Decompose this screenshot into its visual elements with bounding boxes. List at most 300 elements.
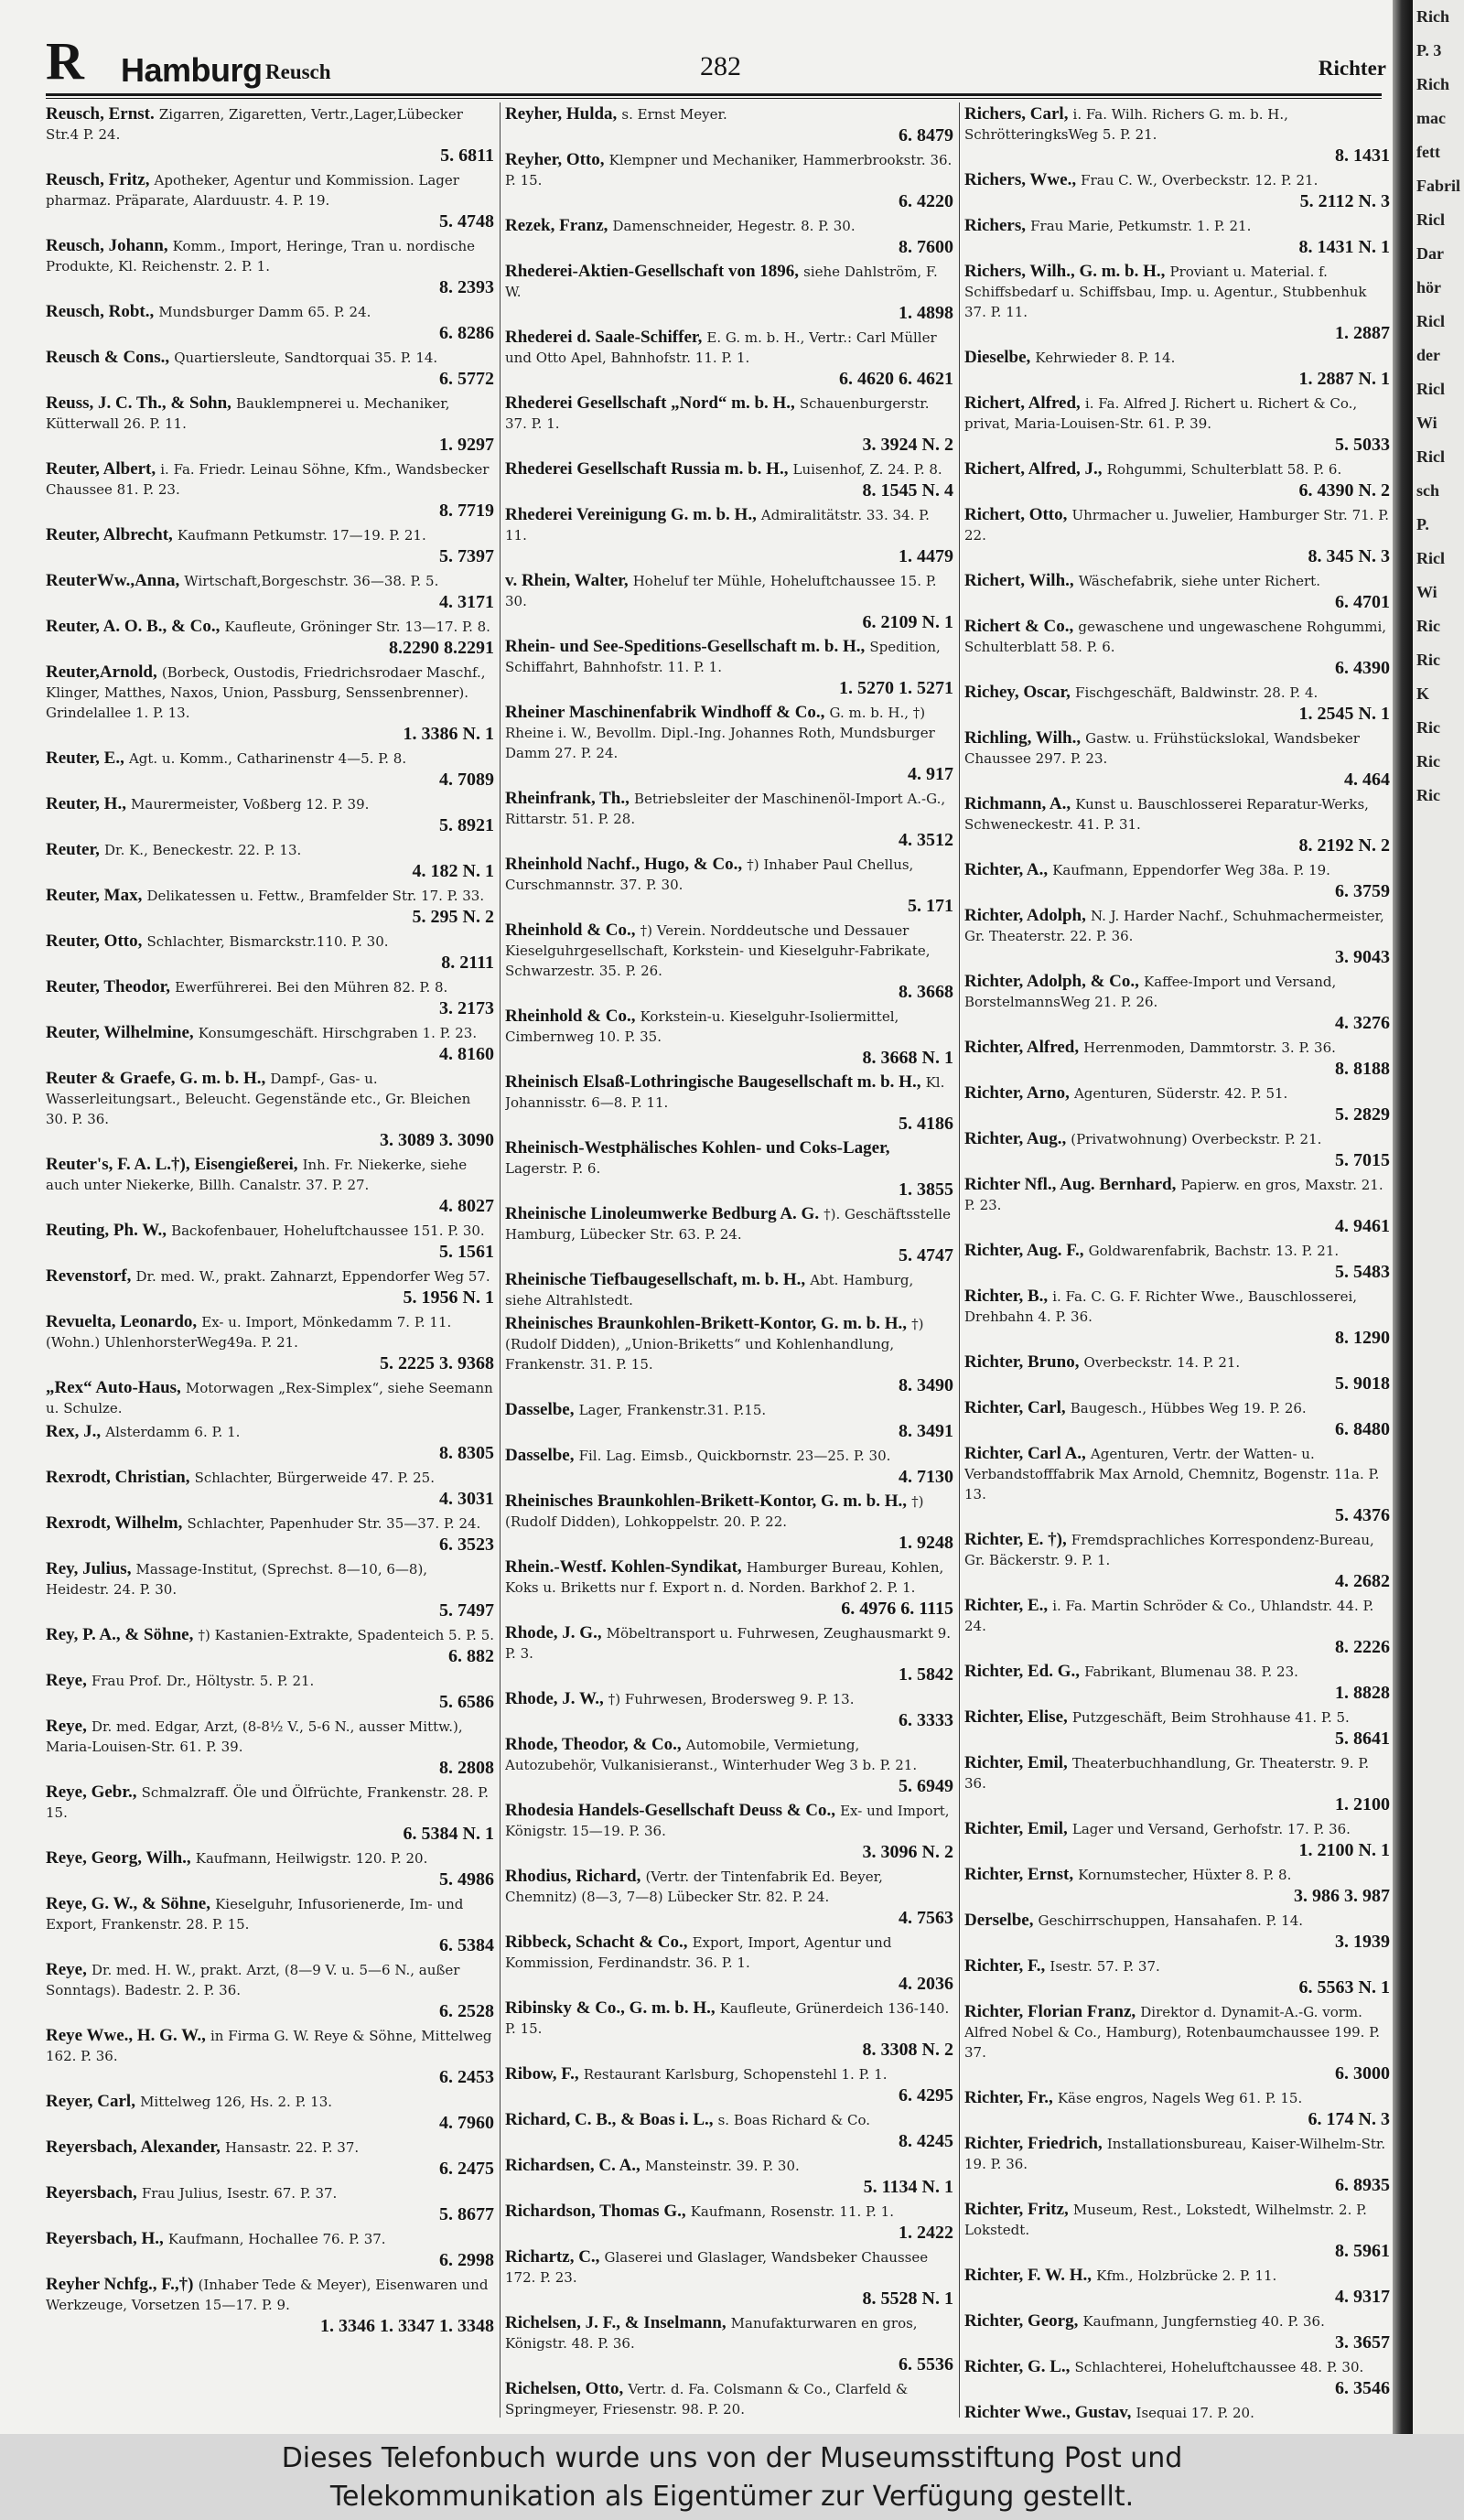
entry-phone-number: 6. 8935 (1335, 2175, 1390, 2195)
directory-entry (964, 1083, 1390, 1125)
entry-phone-number: 4. 7130 (899, 1467, 953, 1487)
directory-entry (46, 1960, 494, 2022)
entry-description: Schlachter, Papenhuder Str. 35—37. P. 24. (187, 1515, 481, 1532)
entry-phone-number: 4. 7563 (899, 1908, 953, 1928)
entry-description: Admiralitätstr. 33. 34. P. 11. (505, 507, 930, 544)
entry-name: Richey, Oscar, (964, 683, 1071, 702)
entry-name: Richert, Alfred, (964, 393, 1081, 413)
entry-name: Richert, Alfred, J., (964, 459, 1103, 479)
directory-entry (964, 1287, 1390, 1349)
entry-phone-number: 8. 7719 (439, 501, 494, 521)
directory-entry (964, 1038, 1390, 1080)
entry-description: Kl. Johannisstr. 6—8. P. 11. (505, 1074, 945, 1111)
entry-phone-number: 6. 2528 (439, 2001, 494, 2021)
entry-name: Reuter, Albrecht, (46, 525, 173, 544)
entry-description: Schlachter, Bürgerweide 47. P. 25. (194, 1470, 435, 1486)
directory-entry (46, 932, 494, 974)
entry-name: Reusch, Robt., (46, 302, 155, 321)
directory-entry (964, 571, 1390, 613)
directory-entry (46, 1023, 494, 1065)
entry-phone-number: 3. 2173 (439, 998, 494, 1018)
entry-description: Käse engros, Nagels Weg 61. P. 15. (1057, 2090, 1303, 2106)
entry-name: v. Rhein, Walter, (505, 571, 629, 590)
entry-phone-number: 1. 2100 (1335, 1794, 1390, 1815)
entry-phone-number: 5. 8641 (1335, 1728, 1390, 1749)
entry-name: Reyher Nchfg., F.,†) (46, 2275, 194, 2294)
entry-phone-number: 6. 3523 (439, 1535, 494, 1555)
entry-description: Automobile, Vermietung, Autozubehör, Vulkanisieranst., Winterhuder Weg 3 b. P. 21. (505, 1737, 918, 1773)
entry-phone-number: 4. 9317 (1335, 2287, 1390, 2307)
entry-name: Richert, Wilh., (964, 571, 1074, 590)
entry-phone-number: 1. 2887 (1335, 323, 1390, 343)
last-entry-name: Richter (1318, 57, 1386, 80)
entry-description: Rohgummi, Schulterblatt 58. P. 6. (1106, 461, 1342, 478)
entry-name: Rhederei Vereinigung G. m. b. H., (505, 505, 757, 524)
entry-description: s. Ernst Meyer. (621, 106, 727, 123)
entry-name: Rhederei Gesellschaft Russia m. b. H., (505, 459, 789, 479)
entry-name: Richter, Adolph, (964, 906, 1086, 925)
entry-phone-number: 4. 7089 (439, 770, 494, 790)
entry-description: Manufakturwaren en gros, Königstr. 48. P. 36. (505, 2315, 918, 2352)
column-divider (959, 102, 960, 2418)
entry-name: Reuter, H., (46, 794, 126, 813)
entry-description: Theaterbuchhandlung, Gr. Theaterstr. 9. P. 36. (964, 1755, 1370, 1792)
directory-entry (964, 1662, 1390, 1704)
entry-description: Frau Julius, Isestr. 67. P. 37. (141, 2185, 338, 2202)
directory-entry (964, 216, 1390, 258)
directory-entry (46, 1559, 494, 1621)
entry-phone-number: 6. 2475 (439, 2159, 494, 2179)
directory-entry (46, 170, 494, 232)
entry-phone-number: 3. 9043 (1335, 947, 1390, 967)
entry-phone-number: 6. 4390 (1335, 658, 1390, 678)
entry-name: Richers, Carl, (964, 104, 1069, 124)
directory-entry (505, 104, 953, 146)
entry-description: Maurermeister, Voßberg 12. P. 39. (131, 796, 370, 813)
entry-description: Direktor d. Dynamit-A.-G. vorm. Alfred Nobel & Co., Hamburg), Rotenbaumchaussee 199. P. 37. (964, 2004, 1381, 2061)
entry-description: i. Fa. Alfred J. Richert u. Richert & Co., privat, Maria-Louisen-Str. 61. P. 39. (964, 395, 1358, 432)
directory-entry (46, 348, 494, 390)
entry-description: Kfm., Holzbrücke 2. P. 11. (1096, 2267, 1277, 2284)
entry-description: †) (Rudolf Didden), „Union-Briketts“ und Kohlenhandlung, Frankenstr. 31. P. 15. (505, 1316, 924, 1373)
directory-entry (505, 1270, 953, 1310)
adjacent-page-fragment: Ric (1416, 752, 1440, 770)
entry-description: Mansteinstr. 39. P. 30. (644, 2158, 800, 2174)
directory-entry (964, 2200, 1390, 2262)
directory-entry (964, 972, 1390, 1034)
entry-description: Backofenbauer, Hoheluftchaussee 151. P. 30. (171, 1222, 485, 1239)
entry-phone-number: 5. 2225 3. 9368 (380, 1353, 494, 1373)
entry-phone-number: 4. 8027 (439, 1196, 494, 1216)
directory-entry (964, 1129, 1390, 1171)
entry-phone-number: 5. 4186 (899, 1114, 953, 1134)
entry-phone-number: 5. 4747 (899, 1245, 953, 1265)
entry-description: †). Geschäftsstelle Hamburg, Lübecker Str. 63. P. 24. (505, 1206, 951, 1243)
entry-name: Revuelta, Leonardo, (46, 1312, 198, 1331)
entry-name: Reuter, (46, 840, 100, 859)
entry-phone-number: 8. 3668 N. 1 (862, 1048, 953, 1068)
entry-description: Schlachterei, Hoheluftchaussee 48. P. 30. (1074, 2359, 1364, 2375)
adjacent-page-fragment: Ricl (1416, 210, 1445, 229)
directory-entry (505, 1623, 953, 1685)
entry-phone-number: 5. 6949 (899, 1776, 953, 1796)
directory-entry (964, 906, 1390, 968)
entry-description: Fabrikant, Blumenau 38. P. 23. (1084, 1664, 1298, 1680)
directory-entry (964, 348, 1390, 390)
directory-entry (964, 617, 1390, 679)
entry-phone-number: 5. 7397 (439, 546, 494, 566)
entry-description: Klempner und Mechaniker, Hammerbrookstr. 36. P. 15. (505, 152, 953, 188)
directory-entry (46, 1513, 494, 1556)
entry-phone-number: 4. 464 (1344, 770, 1390, 790)
directory-entry (964, 728, 1390, 791)
entry-name: Rhederei d. Saale-Schiffer, (505, 328, 703, 347)
directory-entry (46, 302, 494, 344)
directory-entry (505, 1492, 953, 1554)
entry-description: Zigarren, Zigaretten, Vertr.,Lager,Lübecker Str.4 P. 24. (46, 106, 463, 143)
entry-name: Reyer, Carl, (46, 2092, 135, 2111)
entry-description: Kaufmann, Heilwigstr. 120. P. 20. (195, 1850, 428, 1867)
directory-entry (505, 505, 953, 567)
entry-name: Richmann, A., (964, 794, 1071, 813)
entry-name: Rexrodt, Christian, (46, 1468, 190, 1487)
entry-phone-number: 5. 4986 (439, 1869, 494, 1890)
entry-phone-number: 5. 9018 (1335, 1373, 1390, 1394)
entry-phone-number: 5. 7497 (439, 1600, 494, 1621)
directory-entry (46, 1625, 494, 1667)
entry-name: Reuter, Albert, (46, 459, 156, 479)
entry-name: Richers, Wwe., (964, 170, 1077, 189)
entry-name: Reuter & Graefe, G. m. b. H., (46, 1069, 266, 1088)
entry-description: Dampf-, Gas- u. Wasserleitungsart., Beleucht. Gegenstände etc., Gr. Bleichen 30. P. 36. (46, 1071, 471, 1127)
entry-phone-number: 8. 8188 (1335, 1059, 1390, 1079)
entry-phone-number: 6. 4390 N. 2 (1298, 480, 1390, 501)
adjacent-page-fragment: K (1416, 684, 1430, 703)
adjacent-page-fragment: Rich (1416, 7, 1449, 26)
entry-description: (Vertr. der Tintenfabrik Ed. Beyer, Chemnitz) (8—3, 7—8) Lübecker Str. 82. P. 24. (505, 1868, 883, 1905)
directory-entry (964, 1865, 1390, 1907)
entry-name: Reyher, Otto, (505, 150, 605, 169)
entry-description: Hamburger Bureau, Kohlen, Koks u. Briketts nur f. Export n. d. Norden. Barkhof 2. P. 1. (505, 1559, 944, 1596)
column-divider (500, 102, 501, 2418)
entry-description: Baugesch., Hübbes Weg 19. P. 26. (1070, 1400, 1307, 1416)
entry-phone-number: 6. 8480 (1335, 1419, 1390, 1439)
adjacent-page-fragment: Ric (1416, 718, 1440, 737)
entry-name: Richter, Friedrich, (964, 2134, 1103, 2153)
page-header (46, 31, 1386, 92)
entry-name: „Rex“ Auto-Haus, (46, 1378, 181, 1397)
entry-phone-number: 8. 2226 (1335, 1637, 1390, 1657)
entry-phone-number: 6. 5536 (899, 2354, 953, 2375)
directory-entry (964, 1444, 1390, 1526)
entry-description: Isequai 17. P. 20. (1136, 2405, 1254, 2419)
entry-description: Installationsbureau, Kaiser-Wilhelm-Str. 19. P. 36. (964, 2136, 1386, 2172)
entry-description: Komm., Import, Heringe, Tran u. nordische Produkte, Kl. Reichenstr. 2. P. 1. (46, 238, 476, 275)
entry-description: †) Inhaber Paul Chellus, Curschmannstr. 37. P. 30. (505, 856, 914, 893)
entry-description: Damenschneider, Hegestr. 8. P. 30. (612, 218, 856, 234)
directory-entry (46, 1312, 494, 1374)
city-name: Hamburg (121, 51, 263, 89)
entry-name: Reyher, Hulda, (505, 104, 618, 124)
directory-entry (964, 2088, 1390, 2130)
entry-phone-number: 6. 3546 (1335, 2378, 1390, 2398)
entry-phone-number: 6. 4701 (1335, 592, 1390, 612)
directory-entry (505, 2379, 953, 2419)
directory-entry (46, 617, 494, 659)
adjacent-page-edge (1413, 0, 1464, 2434)
entry-description: †) Verein. Norddeutsche und Dessauer Kieselguhrgesellschaft, Korkstein- und Kieselguhr-Fabrikate, Schwarzestr. 35. P. 26. (505, 922, 931, 979)
entry-name: Reye, (46, 1960, 87, 1979)
entry-description: Putzgeschäft, Beim Strohhause 41. P. 5. (1071, 1709, 1350, 1726)
entry-name: Reuting, Ph. W., (46, 1221, 167, 1240)
directory-entry (46, 2138, 494, 2180)
directory-entry (505, 1204, 953, 1266)
entry-description: Isestr. 57. P. 37. (1050, 1958, 1160, 1975)
entry-phone-number: 1. 2887 N. 1 (1298, 369, 1390, 389)
entry-name: Richter, Emil, (964, 1753, 1068, 1772)
directory-entry (964, 1241, 1390, 1283)
directory-entry (964, 104, 1390, 167)
entry-description: Kaufmann, Eppendorfer Weg 38a. P. 19. (1052, 862, 1330, 878)
entry-name: Reuter, Wilhelmine, (46, 1023, 194, 1042)
entry-phone-number: 6. 4220 (899, 191, 953, 211)
entry-phone-number: 5. 6586 (439, 1692, 494, 1712)
entry-description: in Firma G. W. Reye & Söhne, Mittelweg 162. P. 36. (46, 2028, 492, 2064)
entry-phone-number: 8. 3491 (899, 1421, 953, 1441)
entry-name: Reuter, E., (46, 748, 124, 768)
directory-entry (505, 571, 953, 633)
adjacent-page-fragment: hör (1416, 278, 1441, 296)
header-rule (46, 93, 1382, 99)
entry-description: Kaufmann, Hochallee 76. P. 37. (167, 2231, 386, 2247)
entry-phone-number: 8. 5961 (1335, 2241, 1390, 2261)
entry-phone-number: 5. 1561 (439, 1242, 494, 1262)
entry-description: s. Boas Richard & Co. (717, 2112, 871, 2128)
entry-name: Revenstorf, (46, 1266, 132, 1286)
adjacent-page-fragment: Wi (1416, 414, 1437, 432)
directory-entry (964, 459, 1390, 501)
directory-entry (964, 1819, 1390, 1861)
directory-entry (46, 1468, 494, 1510)
entry-description: Motorwagen „Rex-Simplex“, siehe Seemann u. Schulze. (46, 1380, 493, 1416)
directory-entry (964, 2311, 1390, 2353)
entry-name: Reusch, Johann, (46, 236, 168, 255)
entry-description: (Inhaber Tede & Meyer), Eisenwaren und Werkzeuge, Vorsetzen 15—17. P. 9. (46, 2277, 489, 2313)
entry-phone-number: 1. 4479 (899, 546, 953, 566)
entry-name: Richter, Aug. F., (964, 1241, 1084, 1260)
entry-name: Richter, A., (964, 860, 1049, 879)
adjacent-page-fragment: Ricl (1416, 380, 1445, 398)
entry-phone-number: 6. 8286 (439, 323, 494, 343)
entry-phone-number: 3. 986 3. 987 (1294, 1886, 1390, 1906)
adjacent-page-fragment: mac (1416, 109, 1446, 127)
entry-phone-number: 4. 3276 (1335, 1013, 1390, 1033)
entry-name: Richard, C. B., & Boas i. L., (505, 2110, 714, 2129)
entry-description: Hansastr. 22. P. 37. (224, 2139, 360, 2156)
directory-entry (46, 571, 494, 613)
entry-phone-number: 4. 3171 (439, 592, 494, 612)
entry-phone-number: 1. 2545 N. 1 (1298, 704, 1390, 724)
entry-phone-number: 4. 3031 (439, 1489, 494, 1509)
entry-phone-number: 1. 4898 (899, 303, 953, 323)
entry-phone-number: 8. 2192 N. 2 (1298, 835, 1390, 856)
entry-description: Kaufmann, Jungfernstieg 40. P. 36. (1082, 2313, 1325, 2330)
entry-description: Ex- und Import, Königstr. 15—19. P. 36. (505, 1803, 950, 1839)
directory-entry (964, 2134, 1390, 2196)
entry-name: Rhodius, Richard, (505, 1867, 641, 1886)
entry-name: Rheinhold Nachf., Hugo, & Co., (505, 855, 743, 874)
directory-entry (46, 2275, 494, 2337)
entry-description: Abt. Hamburg, siehe Altrahlstedt. (505, 1272, 914, 1308)
directory-entry (46, 2092, 494, 2134)
entry-description: Uhrmacher u. Juwelier, Hamburger Str. 71. P. 22. (964, 507, 1390, 544)
entry-description: Kaufmann Petkumstr. 17—19. P. 21. (177, 527, 426, 544)
directory-entry (964, 2266, 1390, 2308)
entry-name: Rey, P. A., & Söhne, (46, 1625, 194, 1644)
directory-entry (505, 1446, 953, 1488)
entry-description: Massage-Institut, (Sprechst. 8—10, 6—8), Heidestr. 24. P. 30. (46, 1561, 428, 1598)
directory-entry (964, 1956, 1390, 1998)
directory-entry (964, 1352, 1390, 1395)
entry-description: Gastw. u. Frühstückslokal, Wandsbeker Chaussee 297. P. 23. (964, 730, 1360, 767)
entry-name: Rheinhold & Co., (505, 1007, 636, 1026)
entry-phone-number: 4. 8160 (439, 1044, 494, 1064)
entry-description: Schlachter, Bismarckstr.110. P. 30. (146, 933, 389, 950)
entry-phone-number: 8. 5528 N. 1 (862, 2288, 953, 2309)
entry-description: Lager, Frankenstr.31. P.15. (578, 1402, 767, 1418)
entry-description: G. m. b. H., †) Rheine i. W., Bevollm. Dipl.-Ing. Johannes Roth, Mundsburger Damm 27. P. 24. (505, 705, 935, 761)
entry-description: †) Kastanien-Extrakte, Spadenteich 5. P. 5. (198, 1627, 494, 1643)
entry-name: Richter Nfl., Aug. Bernhard, (964, 1175, 1177, 1194)
directory-entry (964, 1398, 1390, 1440)
column-3 (964, 104, 1390, 2419)
adjacent-page-fragment: P. (1416, 515, 1429, 533)
entry-name: Reye, Georg, Wilh., (46, 1848, 191, 1868)
entry-name: Reyersbach, H., (46, 2229, 164, 2248)
entry-phone-number: 6. 4295 (899, 2085, 953, 2105)
entry-description: Frau Prof. Dr., Höltystr. 5. P. 21. (91, 1673, 315, 1689)
directory-entry (46, 459, 494, 522)
entry-phone-number: 8. 2111 (441, 953, 494, 973)
entry-phone-number: 6. 4620 6. 4621 (839, 369, 953, 389)
entry-name: Reyersbach, Alexander, (46, 2138, 221, 2157)
entry-phone-number: 5. 2112 N. 3 (1299, 191, 1390, 211)
entry-phone-number: 4. 917 (908, 764, 953, 784)
entry-phone-number: 3. 3657 (1335, 2332, 1390, 2353)
entry-name: Richers, (964, 216, 1027, 235)
entry-phone-number: 8. 8305 (439, 1443, 494, 1463)
entry-phone-number: 4. 3512 (899, 830, 953, 850)
entry-description: Proviant u. Material. f. Schiffsbedarf u. Schiffsbau, Imp. u. Agentur., Stubbenhuk 37. P. 11. (964, 264, 1367, 320)
book-gutter-shadow (1393, 0, 1413, 2434)
directory-entry (46, 977, 494, 1019)
adjacent-page-fragment: Ricl (1416, 312, 1445, 330)
entry-description: Lagerstr. P. 6. (505, 1160, 601, 1177)
entry-name: Rexrodt, Wilhelm, (46, 1513, 183, 1533)
entry-description: Papierw. en gros, Maxstr. 21. P. 23. (964, 1177, 1383, 1213)
entry-phone-number: 3. 3089 3. 3090 (380, 1130, 494, 1150)
entry-description: gewaschene und ungewaschene Rohgummi, Schulterblatt 58. P. 6. (964, 619, 1387, 655)
entry-name: Rheinische Linoleumwerke Bedburg A. G. (505, 1204, 820, 1223)
directory-entry (46, 104, 494, 167)
directory-entry (964, 860, 1390, 902)
directory-entry (505, 393, 953, 456)
entry-name: Richter, Fritz, (964, 2200, 1069, 2219)
entry-name: Richter, Arno, (964, 1083, 1070, 1103)
directory-entry (505, 2313, 953, 2375)
entry-description: i. Fa. C. G. F. Richter Wwe., Bauschlosserei, Drehbahn 4. P. 36. (964, 1288, 1358, 1325)
entry-description: Wirtschaft,Borgeschstr. 36—38. P. 5. (184, 573, 439, 589)
entry-description: (Borbeck, Oustodis, Friedrichsrodaer Maschf., Klinger, Matthes, Naxos, Union, Passburg, Senssenbrenner). Grindelallee 1. P. 13. (46, 664, 486, 721)
entry-description: Herrenmoden, Dammtorstr. 3. P. 36. (1083, 1039, 1336, 1056)
entry-description: Schauenburgerstr. 37. P. 1. (505, 395, 930, 432)
entry-phone-number: 6. 2998 (439, 2250, 494, 2270)
entry-phone-number: 8. 3308 N. 2 (862, 2040, 953, 2060)
directory-entry (505, 2156, 953, 2198)
entry-phone-number: 6. 5384 (439, 1935, 494, 1955)
entry-description: E. G. m. b. H., Vertr.: Carl Müller und Otto Apel, Bahnhofstr. 11. P. 1. (505, 329, 937, 366)
entry-phone-number: 8. 1431 (1335, 145, 1390, 166)
entry-name: Reuter, Otto, (46, 932, 143, 951)
directory-entry (505, 855, 953, 917)
directory-entry (46, 748, 494, 791)
entry-description: i. Fa. Wilh. Richers G. m. b. H., SchrötteringksWeg 5. P. 21. (964, 106, 1288, 143)
entry-phone-number: 3. 3096 N. 2 (862, 1842, 953, 1862)
entry-name: Richelsen, Otto, (505, 2379, 624, 2398)
directory-entry (964, 1596, 1390, 1658)
entry-name: Reusch, Fritz, (46, 170, 150, 189)
directory-entry (964, 1753, 1390, 1815)
adjacent-page-fragment: Rich (1416, 75, 1449, 93)
entry-name: Richter, F. W. H., (964, 2266, 1093, 2285)
directory-entry (46, 1378, 494, 1418)
entry-description: Spedition, Schiffahrt, Bahnhofstr. 11. P. 1. (505, 639, 941, 675)
directory-entry (505, 1314, 953, 1396)
entry-description: Kaffee-Import und Versand, BorstelmannsWeg 21. P. 26. (964, 974, 1337, 1010)
entry-name: Richter, Adolph, & Co., (964, 972, 1139, 991)
entry-description: Export, Import, Agentur und Kommission, Ferdinandstr. 36. P. 1. (505, 1934, 892, 1971)
directory-entry (964, 505, 1390, 567)
entry-name: Reye, G. W., & Söhne, (46, 1894, 210, 1913)
adjacent-page-fragment: Ric (1416, 786, 1440, 804)
entry-description: Fremdsprachliches Korrespondenz-Bureau, Gr. Bäckerstr. 9. P. 1. (964, 1532, 1374, 1568)
entry-name: Rheinfrank, Th., (505, 789, 630, 808)
directory-entry (505, 1689, 953, 1731)
entry-phone-number: 6. 8479 (899, 125, 953, 145)
directory-entry (505, 1557, 953, 1620)
entry-name: Reusch & Cons., (46, 348, 170, 367)
entry-phone-number: 8. 2393 (439, 277, 494, 297)
directory-entry (46, 1221, 494, 1263)
entry-phone-number: 4. 7960 (439, 2113, 494, 2133)
entry-phone-number: 6. 5384 N. 1 (403, 1824, 494, 1844)
entry-name: Richter, E. †), (964, 1530, 1067, 1549)
entry-name: Rheinisches Braunkohlen-Brikett-Kontor, G. m. b. H., (505, 1314, 907, 1333)
entry-name: Richartz, C., (505, 2247, 600, 2267)
entry-name: Rhederei-Aktien-Gesellschaft von 1896, (505, 262, 800, 281)
entry-name: Richter, Aug., (964, 1129, 1067, 1148)
entry-phone-number: 5. 7015 (1335, 1150, 1390, 1170)
entry-description: Hoheluf ter Mühle, Hoheluftchaussee 15. P. 30. (505, 573, 937, 609)
entry-description: Lager und Versand, Gerhofstr. 17. P. 36. (1071, 1821, 1351, 1837)
entry-description: †) Fuhrwesen, Brodersweg 9. P. 13. (608, 1691, 855, 1707)
footer-line-1: Dieses Telefonbuch wurde uns von der Museumsstiftung Post und (281, 2442, 1183, 2474)
entry-name: Rhodesia Handels-Gesellschaft Deuss & Co., (505, 1801, 836, 1820)
entry-phone-number: 5. 1134 N. 1 (863, 2177, 953, 2197)
adjacent-page-fragment: Ricl (1416, 549, 1445, 567)
directory-entry (505, 637, 953, 699)
entry-name: Reuter's, F. A. L.†), Eisengießerei, (46, 1155, 298, 1174)
